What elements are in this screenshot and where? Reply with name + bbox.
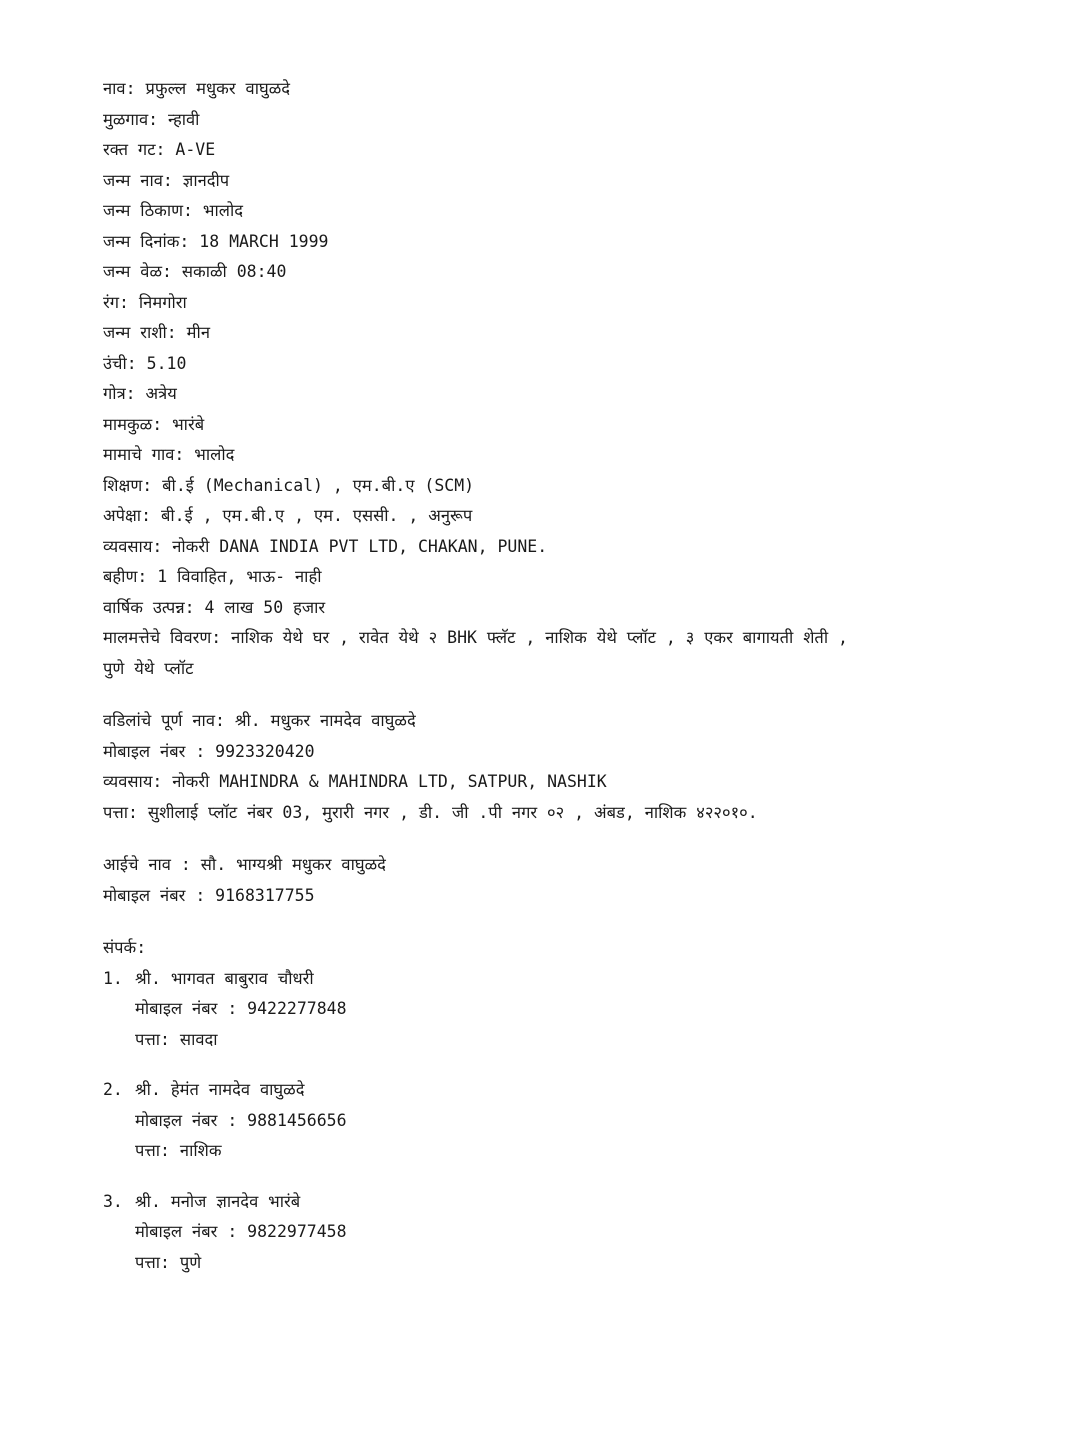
contact-item <box>103 1187 1003 1279</box>
father-occupation-line: व्यवसाय: नोकरी MAHINDRA & MAHINDRA LTD, SATPUR, NASHIK <box>103 772 607 791</box>
contact-item <box>103 1075 1003 1167</box>
birth-time-line: जन्म वेळ: सकाळी 08:40 <box>103 262 287 281</box>
contact-mobile: मोबाइल नंबर : 9881456656 <box>135 1110 347 1130</box>
annual-income-line: वार्षिक उत्पन्न: 4 लाख 50 हजार <box>103 597 326 617</box>
contact-mobile: मोबाइल नंबर : 9822977458 <box>135 1222 347 1241</box>
spacer <box>103 1167 1003 1187</box>
height-line: उंची: 5.10 <box>103 353 187 373</box>
name-line: नाव: प्रफुल्ल मधुकर वाघुळदे <box>103 79 291 98</box>
maternal-village-line: मामाचे गाव: भालोद <box>103 445 235 464</box>
personal-details <box>103 74 1003 684</box>
contact-number: 2. <box>103 1080 123 1099</box>
contact-address: पत्ता: नाशिक <box>135 1141 222 1160</box>
complexion-line: रंग: निमगोरा <box>103 292 187 312</box>
contact-name: श्री. मनोज ज्ञानदेव भारंबे <box>135 1191 301 1211</box>
father-mobile-line: मोबाइल नंबर : 9923320420 <box>103 741 315 761</box>
mother-details <box>103 850 1003 911</box>
siblings-line: बहीण: 1 विवाहित, भाऊ- नाही <box>103 567 322 586</box>
birth-date-line: जन्म दिनांक: 18 MARCH 1999 <box>103 231 329 251</box>
contact-number: 3. <box>103 1191 123 1211</box>
birth-name-line: जन्म नाव: ज्ञानदीप <box>103 170 230 190</box>
property-line-continued: पुणे येथे प्लॉट <box>103 658 194 678</box>
education-line: शिक्षण: बी.ई (Mechanical) , एम.बी.ए (SCM) <box>103 475 475 495</box>
property-line: मालमत्तेचे विवरण: नाशिक येथे घर , रावेत येथे २ BHK फ्लॅट , नाशिक येथे प्लॉट , ३ एकर बागायती शेती , <box>103 628 848 647</box>
occupation-line: व्यवसाय: नोकरी DANA INDIA PVT LTD, CHAKAN, PUNE. <box>103 536 548 556</box>
spacer <box>103 828 1003 850</box>
expectation-line: अपेक्षा: बी.ई , एम.बी.ए , एम. एससी. , अनुरूप <box>103 506 473 525</box>
native-village-line: मुळगाव: न्हावी <box>103 109 200 129</box>
spacer <box>103 684 1003 706</box>
spacer <box>103 911 1003 933</box>
contact-address: पत्ता: पुणे <box>135 1252 202 1272</box>
contact-mobile: मोबाइल नंबर : 9422277848 <box>135 999 347 1018</box>
birth-place-line: जन्म ठिकाण: भालोद <box>103 201 243 220</box>
spacer <box>103 1055 1003 1075</box>
father-name-line: वडिलांचे पूर्ण नाव: श्री. मधुकर नामदेव वाघुळदे <box>103 711 416 730</box>
gotra-line: गोत्र: अत्रेय <box>103 384 177 403</box>
maternal-clan-line: मामकुळ: भारंबे <box>103 414 205 434</box>
contact-name: श्री. हेमंत नामदेव वाघुळदे <box>135 1080 305 1099</box>
contacts-heading: संपर्क: <box>103 938 147 957</box>
father-details <box>103 706 1003 828</box>
contact-item <box>103 964 1003 1056</box>
contact-number: 1. <box>103 968 123 988</box>
zodiac-line: जन्म राशी: मीन <box>103 323 210 342</box>
biodata-document <box>103 74 1003 1278</box>
mother-name-line: आईचे नाव : सौ. भाग्यश्री मधुकर वाघुळदे <box>103 855 386 874</box>
contacts-section <box>103 933 1003 1278</box>
father-address-line: पत्ता: सुशीलाई प्लॉट नंबर 03, मुरारी नगर , डी. जी .पी नगर ०२ , अंबड, नाशिक ४२२०१०. <box>103 802 758 822</box>
contact-name: श्री. भागवत बाबुराव चौधरी <box>135 968 314 988</box>
contact-address: पत्ता: सावदा <box>135 1029 218 1049</box>
blood-group-line: रक्त गट: A-VE <box>103 140 216 159</box>
mother-mobile-line: मोबाइल नंबर : 9168317755 <box>103 885 315 905</box>
